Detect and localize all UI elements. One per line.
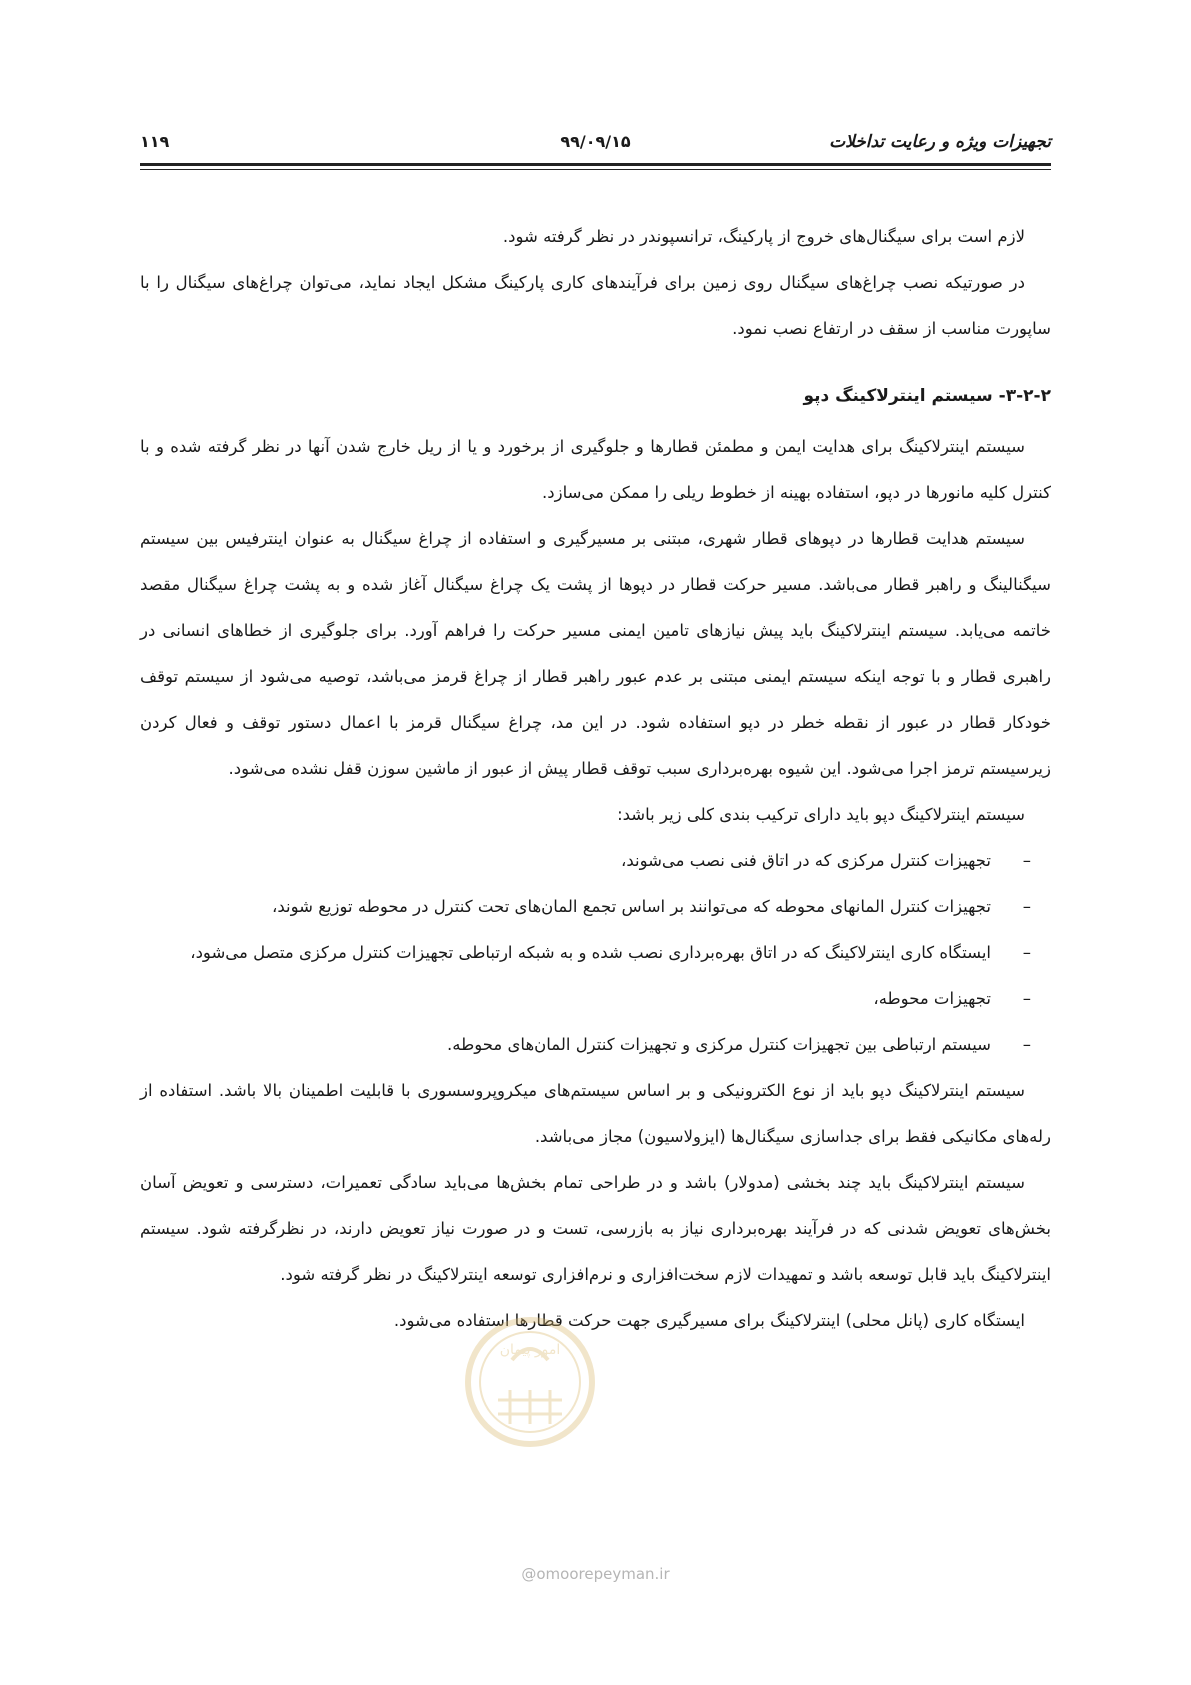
list-item-text: تجهیزات کنترل مرکزی که در اتاق فنی نصب می‌شوند،: [621, 851, 991, 870]
header-rule-thick: [140, 163, 1051, 166]
header-rule-thin: [140, 169, 1051, 170]
body-paragraph: سیستم اینترلاکینگ برای هدایت ایمن و مطمئن قطارها و جلوگیری از برخورد و یا از ریل خارج شدن آنها در نظر گرفته شده و با کنترل کلیه مانورها در دپو، استفاده بهینه از خطوط ریلی را ممکن می‌سازد.: [140, 437, 1051, 502]
body-paragraph: ایستگاه کاری (پانل محلی) اینترلاکینگ برای مسیرگیری جهت حرکت قطارها استفاده می‌شود.: [393, 1311, 1025, 1330]
intro-paragraph: لازم است برای سیگنال‌های خروج از پارکینگ، ترانسپوندر در نظر گرفته شود.: [502, 227, 1025, 246]
list-item: [140, 838, 1031, 884]
list-item-text: تجهیزات کنترل المانهای محوطه که می‌توانند بر اساس تجمع المان‌های تحت کنترل در محوطه توزیع شوند،: [272, 897, 991, 916]
list-item: [140, 1022, 1031, 1068]
list-item: [140, 930, 1031, 976]
header-date: ۹۹/۰۹/۱۵: [560, 132, 631, 151]
page-number: ۱۱۹: [140, 132, 170, 151]
list-item-text: تجهیزات محوطه،: [873, 989, 991, 1008]
list-dash: –: [1022, 989, 1031, 1008]
watermark-text: امور پیمان: [499, 1342, 561, 1358]
section-heading: ۳-۲-۲- سیستم اینترلاکینگ دپو: [803, 386, 1051, 406]
header-title: تجهیزات ویژه و رعایت تداخلات: [829, 132, 1051, 152]
body-paragraph: سیستم اینترلاکینگ باید چند بخشی (مدولار) باشد و در طراحی تمام بخش‌ها می‌باید سادگی تعمیرات، دسترسی و تعویض آسان بخش‌های تعویض شدنی که در فرآیند بهره‌برداری نیاز به بازرسی، تست و در صورت نیاز تعویض دارند، در نظرگرفته شود. سیستم اینترلاکینگ باید قابل توسعه باشد و تمهیدات لازم سخت‌افزاری و نرم‌افزاری توسعه اینترلاکینگ در نظر گرفته شود.: [140, 1173, 1051, 1284]
list-item-text: سیستم ارتباطی بین تجهیزات کنترل مرکزی و تجهیزات کنترل المان‌های محوطه.: [447, 1035, 991, 1054]
list-item: [140, 976, 1031, 1022]
body-paragraph: سیستم هدایت قطارها در دپوهای قطار شهری، مبتنی بر مسیرگیری و استفاده از چراغ سیگنال به عنوان اینترفیس بین سیستم سیگنالینگ و راهبر قطار می‌باشد. مسیر حرکت قطار در دپوها از پشت یک چراغ سیگنال آغاز شده و به پشت چراغ سیگنال مقصد خاتمه می‌یابد. سیستم اینترلاکینگ باید پیش نیازهای تامین ایمنی مسیر حرکت را فراهم آورد. برای جلوگیری از خطاهای انسانی در راهبری قطار و با توجه اینکه سیستم ایمنی مبتنی بر عدم عبور راهبر قطار از چراغ قرمز می‌باشد، توصیه می‌شود از سیستم توقف خودکار قطار در عبور از نقطه خطر در دپو استفاده شود. در این مد، چراغ سیگنال قرمز با اعمال دستور توقف و فعال کردن زیرسیستم ترمز اجرا می‌شود. این شیوه بهره‌برداری سبب توقف قطار پیش از عبور از ماشین سوزن قفل نشده می‌شود.: [140, 529, 1051, 778]
body-paragraph: سیستم اینترلاکینگ دپو باید دارای ترکیب بندی کلی زیر باشد:: [617, 805, 1025, 824]
intro-paragraph: در صورتیکه نصب چراغ‌های سیگنال روی زمین برای فرآیندهای کاری پارکینگ مشکل ایجاد نماید، می‌توان چراغ‌های سیگنال را با ساپورت مناسب از سقف در ارتفاع نصب نمود.: [140, 273, 1051, 338]
page-content: [140, 214, 1051, 1344]
list-item-text: ایستگاه کاری اینترلاکینگ که در اتاق بهره‌برداری نصب شده و به شبکه ارتباطی تجهیزات کنترل مرکزی متصل می‌شود،: [190, 943, 991, 962]
component-list: [140, 838, 1051, 1068]
watermark-site: @omoorepeyman.ir: [521, 1565, 670, 1583]
body-paragraph: سیستم اینترلاکینگ دپو باید از نوع الکترونیکی و بر اساس سیستم‌های میکروپروسسوری با قابلیت اطمینان بالا باشد. استفاده از رله‌های مکانیکی فقط برای جداسازی سیگنال‌ها (ایزولاسیون) مجاز می‌باشد.: [140, 1081, 1051, 1146]
list-dash: –: [1022, 943, 1031, 962]
list-dash: –: [1022, 897, 1031, 916]
list-dash: –: [1022, 1035, 1031, 1054]
list-dash: –: [1022, 851, 1031, 870]
list-item: [140, 884, 1031, 930]
